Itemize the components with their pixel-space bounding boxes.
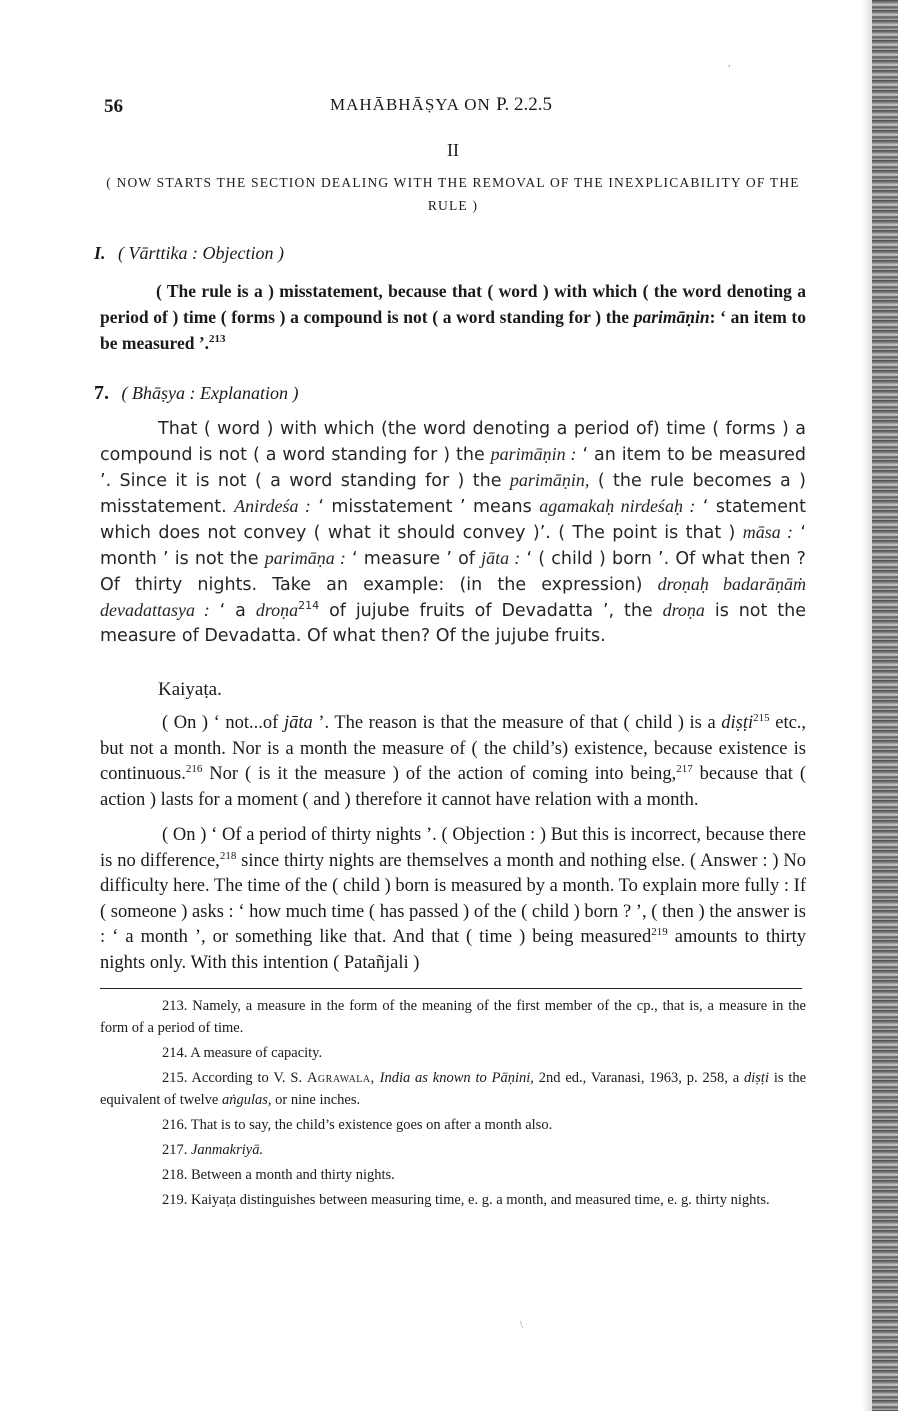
bhasya-seg: ‘ statement which does not convey ( what it should convey )’. ( The point is that )	[100, 497, 806, 543]
page-header	[100, 92, 806, 132]
bhasya-term: jāta :	[481, 548, 521, 568]
text-seg: ’. The reason is that the measure of that ( child ) is a	[318, 713, 716, 733]
footnote-ref: 215	[753, 711, 770, 724]
footnote-ref: 214	[298, 599, 320, 613]
footnote-ref: 218	[219, 849, 237, 862]
term: aṅgulas,	[222, 1092, 272, 1108]
bhasya-term: agamakaḥ nirdeśaḥ :	[539, 496, 696, 516]
bhasya-seg: of jujube fruits of Devadatta ’, the	[329, 601, 653, 621]
page-number: 56	[104, 96, 123, 117]
footnote-216: 216. That is to say, the child’s existence goes on after a month also.	[162, 1117, 553, 1133]
kaiyata-paragraph-1	[100, 711, 806, 813]
bhasya-seg: ‘ an item to be measured ’. Since it is not ( a word standing for ) the	[100, 445, 807, 491]
varttika-text-1: ( The rule is a ) misstatement, because that ( word ) with which ( the word denoting a period of ) time ( forms ) a compound is not ( a word standing for ) the	[100, 281, 806, 327]
term: jāta	[283, 713, 313, 733]
term: Janmakriyā.	[191, 1142, 264, 1158]
text-seg: because that ( action ) lasts for a moment ( and ) therefore it cannot have relation with a month.	[100, 764, 807, 810]
text-seg: 217.	[162, 1142, 188, 1158]
footnote-217	[100, 1139, 806, 1161]
varttika-number: I.	[94, 243, 106, 263]
varttika-term: parimāṇin	[633, 307, 710, 327]
varttika-text	[100, 278, 806, 356]
varttika-label: ( Vārttika : Objection )	[118, 243, 284, 263]
running-title	[330, 94, 552, 116]
bhasya-seg: is not the measure of Devadatta. Of what then? Of the jujube fruits.	[100, 601, 806, 646]
text-seg: Nor ( is it the measure ) of the action of coming into being,	[209, 764, 677, 784]
bhasya-term: droṇaḥ badarāṇāṁ devadattasya :	[100, 574, 806, 620]
footnote-215	[100, 1067, 806, 1111]
scan-page-edge	[872, 0, 898, 1411]
bhasya-heading	[94, 382, 806, 405]
bhasya-term: Anirdeśa :	[234, 496, 311, 516]
footnote-ref: 216	[185, 762, 203, 775]
text-seg: amounts to thirty nights only. With this intention ( Patañjali )	[100, 927, 806, 973]
kaiyata-paragraph-2	[100, 823, 806, 976]
bhasya-seg: ‘ ( child ) born ’. Of what then ? Of thirty nights. Take an example: (in the expression)	[100, 549, 806, 595]
bhasya-term: droṇa	[662, 600, 705, 620]
footnote-divider	[100, 988, 802, 989]
bhasya-seg: ( the rule becomes a ) misstatement.	[100, 471, 806, 517]
bhasya-seg: That ( word ) with which (the word denoting a period of) time ( forms ) a compound is not ( a word standing for ) the	[100, 419, 806, 465]
text-seg: 2nd ed., Varanasi, 1963, p. 258, a	[538, 1070, 740, 1086]
footnote-218: 218. Between a month and thirty nights.	[162, 1167, 395, 1183]
bhasya-term: parimāṇin :	[490, 444, 577, 464]
bhasya-text	[100, 417, 806, 649]
section-number: II	[447, 140, 459, 160]
bhasya-number: 7.	[94, 382, 109, 404]
footnote-ref: 219	[651, 925, 668, 938]
running-title-text: MAHĀBHĀṢYA ON	[330, 95, 491, 114]
footnote-ref: 213	[209, 333, 226, 346]
footnote-ref: 217	[676, 762, 693, 775]
bhasya-seg: ‘ a	[219, 601, 246, 621]
scan-speck: \	[520, 1320, 523, 1331]
book-title: India as known to Pāṇini,	[379, 1070, 534, 1086]
text-seg: 215. According to V. S.	[162, 1070, 303, 1086]
text-seg: is the equivalent of twelve	[100, 1070, 807, 1108]
footnotes	[100, 995, 806, 1211]
bhasya-term: droṇa	[255, 600, 299, 620]
varttika-heading	[94, 243, 806, 264]
page	[94, 92, 807, 1211]
author-name: Agrawala,	[306, 1070, 375, 1086]
scan-speck: ,	[728, 58, 731, 69]
footnote-213: 213. Namely, a measure in the form of the meaning of the first member of the cp., that is, a measure in the form of a period of time.	[100, 998, 806, 1036]
running-title-ref: P. 2.2.5	[496, 94, 553, 115]
text-seg: ( On ) ‘ Of a period of thirty nights ’. ( Objection : ) But this is incorrect, because there is no difference,	[100, 825, 806, 871]
bhasya-seg: ‘ measure ’ of	[352, 549, 475, 569]
kaiyata-heading: Kaiyaṭa.	[158, 679, 222, 700]
varttika-text-2: : ‘ an item to be measured ’.	[100, 307, 807, 353]
text-seg: or nine inches.	[275, 1092, 361, 1108]
footnote-214: 214. A measure of capacity.	[162, 1045, 323, 1061]
section-heading: ( NOW STARTS THE SECTION DEALING WITH THE REMOVAL OF THE INEXPLICABILITY OF THE RULE )	[106, 175, 800, 213]
term: diṣṭi	[744, 1070, 769, 1086]
footnote-219: 219. Kaiyaṭa distinguishes between measuring time, e. g. a month, and measured time, e. g. thirty nights.	[162, 1192, 770, 1208]
bhasya-seg: ‘ month ’ is not the	[100, 523, 806, 569]
text-seg: ( On ) ‘ not...of	[162, 713, 279, 733]
bhasya-seg: ‘ misstatement ’ means	[318, 497, 532, 517]
term: diṣṭi	[721, 713, 754, 733]
bhasya-term: māsa :	[742, 522, 794, 542]
bhasya-label: ( Bhāṣya : Explanation )	[121, 383, 299, 403]
text-seg: etc., but not a month. Nor is a month the measure of ( the child’s) existence, because existence is continuous.	[100, 713, 807, 784]
bhasya-term: parimāṇin,	[509, 470, 590, 490]
text-seg: since thirty nights are themselves a month and nothing else. ( Answer : ) No difficulty here. The time of the ( child ) born is measured by a month. To explain more fully : If ( someone ) asks : ‘ how much time ( has passed ) of the ( child ) born ? ’, ( then ) the answer is : ‘ a month ’, or something like that. And that ( time ) being measured	[100, 850, 806, 947]
bhasya-term: parimāṇa :	[264, 548, 346, 568]
